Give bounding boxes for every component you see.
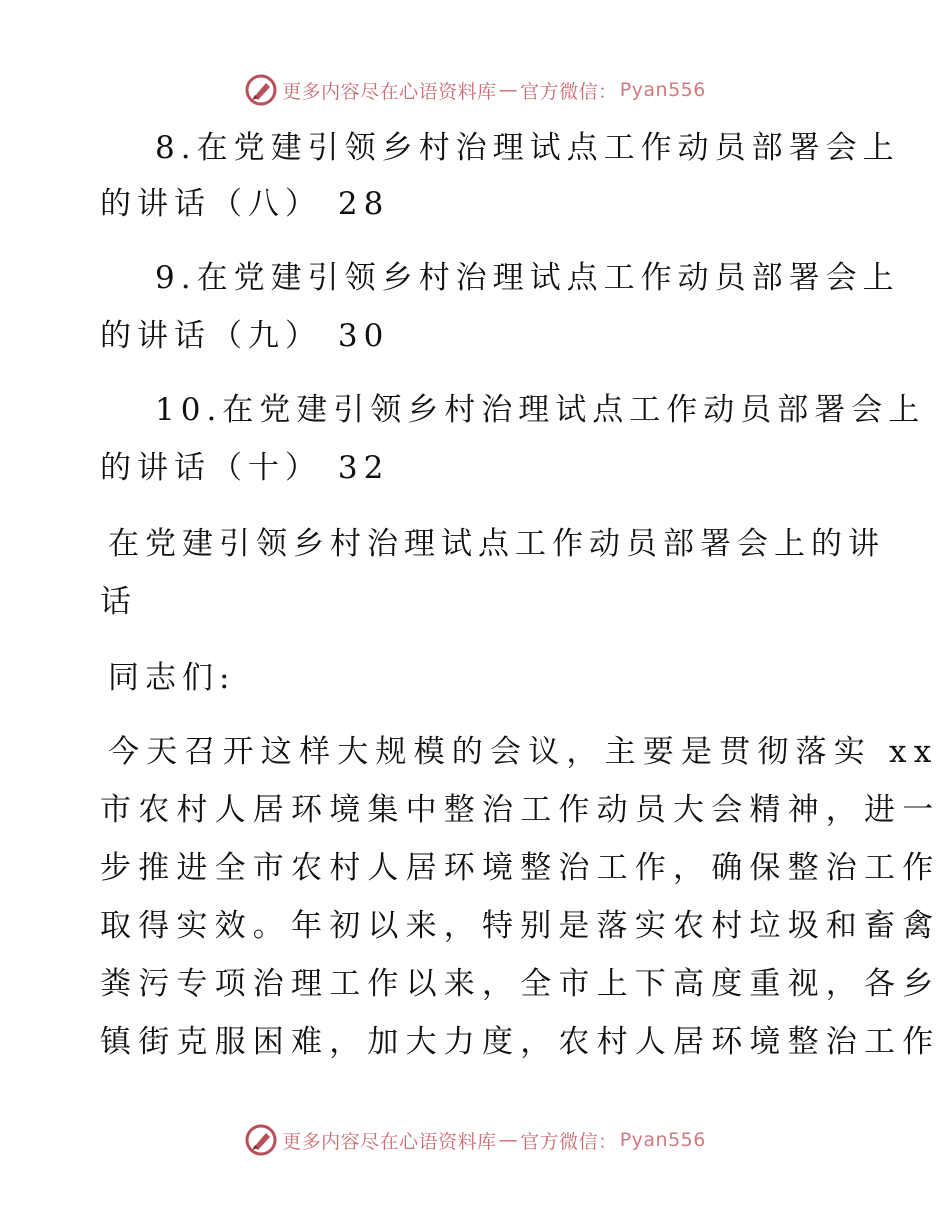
- watermark-wechat-id: Pyan556: [619, 1129, 706, 1151]
- watermark-separator: —: [498, 79, 519, 101]
- paragraph-line: 镇街克服困难，加大力度，农村人居环境整治工作: [100, 1024, 941, 1060]
- pen-nib-logo-icon: [244, 1123, 278, 1157]
- watermark-text: 更多内容尽在心语资料库: [282, 80, 497, 103]
- toc-entry-9-line1: 9.在党建引领乡村治理试点工作动员部署会上: [155, 260, 900, 296]
- paragraph-line: 取得实效。年初以来，特别是落实农村垃圾和畜禽: [100, 908, 941, 944]
- document-title-line1: 在党建引领乡村治理试点工作动员部署会上的讲: [108, 526, 885, 562]
- paragraph-line: 今天召开这样大规模的会议，主要是贯彻落实 xx: [108, 734, 939, 770]
- watermark-wechat-id: Pyan556: [619, 79, 706, 101]
- watermark-label: 官方微信：: [520, 80, 618, 103]
- paragraph-line: 粪污专项治理工作以来，全市上下高度重视，各乡: [100, 966, 941, 1002]
- paragraph-line: 步推进全市农村人居环境整治工作，确保整治工作: [100, 850, 941, 886]
- greeting: 同志们:: [108, 660, 236, 696]
- watermark-separator: —: [498, 1129, 519, 1151]
- header-watermark: [0, 70, 950, 110]
- toc-entry-8-line1: 8.在党建引领乡村治理试点工作动员部署会上: [155, 130, 900, 166]
- toc-entry-10-line1: 10.在党建引领乡村治理试点工作动员部署会上: [155, 392, 926, 428]
- paragraph-line: 市农村人居环境集中整治工作动员大会精神，进一: [100, 792, 941, 828]
- toc-entry-10-line2: 的讲话（十） 32: [100, 450, 390, 486]
- watermark-text: 更多内容尽在心语资料库: [282, 1130, 497, 1153]
- document-title-line2: 话: [100, 584, 137, 620]
- watermark-label: 官方微信：: [520, 1130, 618, 1153]
- toc-entry-9-line2: 的讲话（九） 30: [100, 318, 390, 354]
- pen-nib-logo-icon: [244, 73, 278, 107]
- footer-watermark: [0, 1120, 950, 1160]
- toc-entry-8-line2: 的讲话（八） 28: [100, 186, 390, 222]
